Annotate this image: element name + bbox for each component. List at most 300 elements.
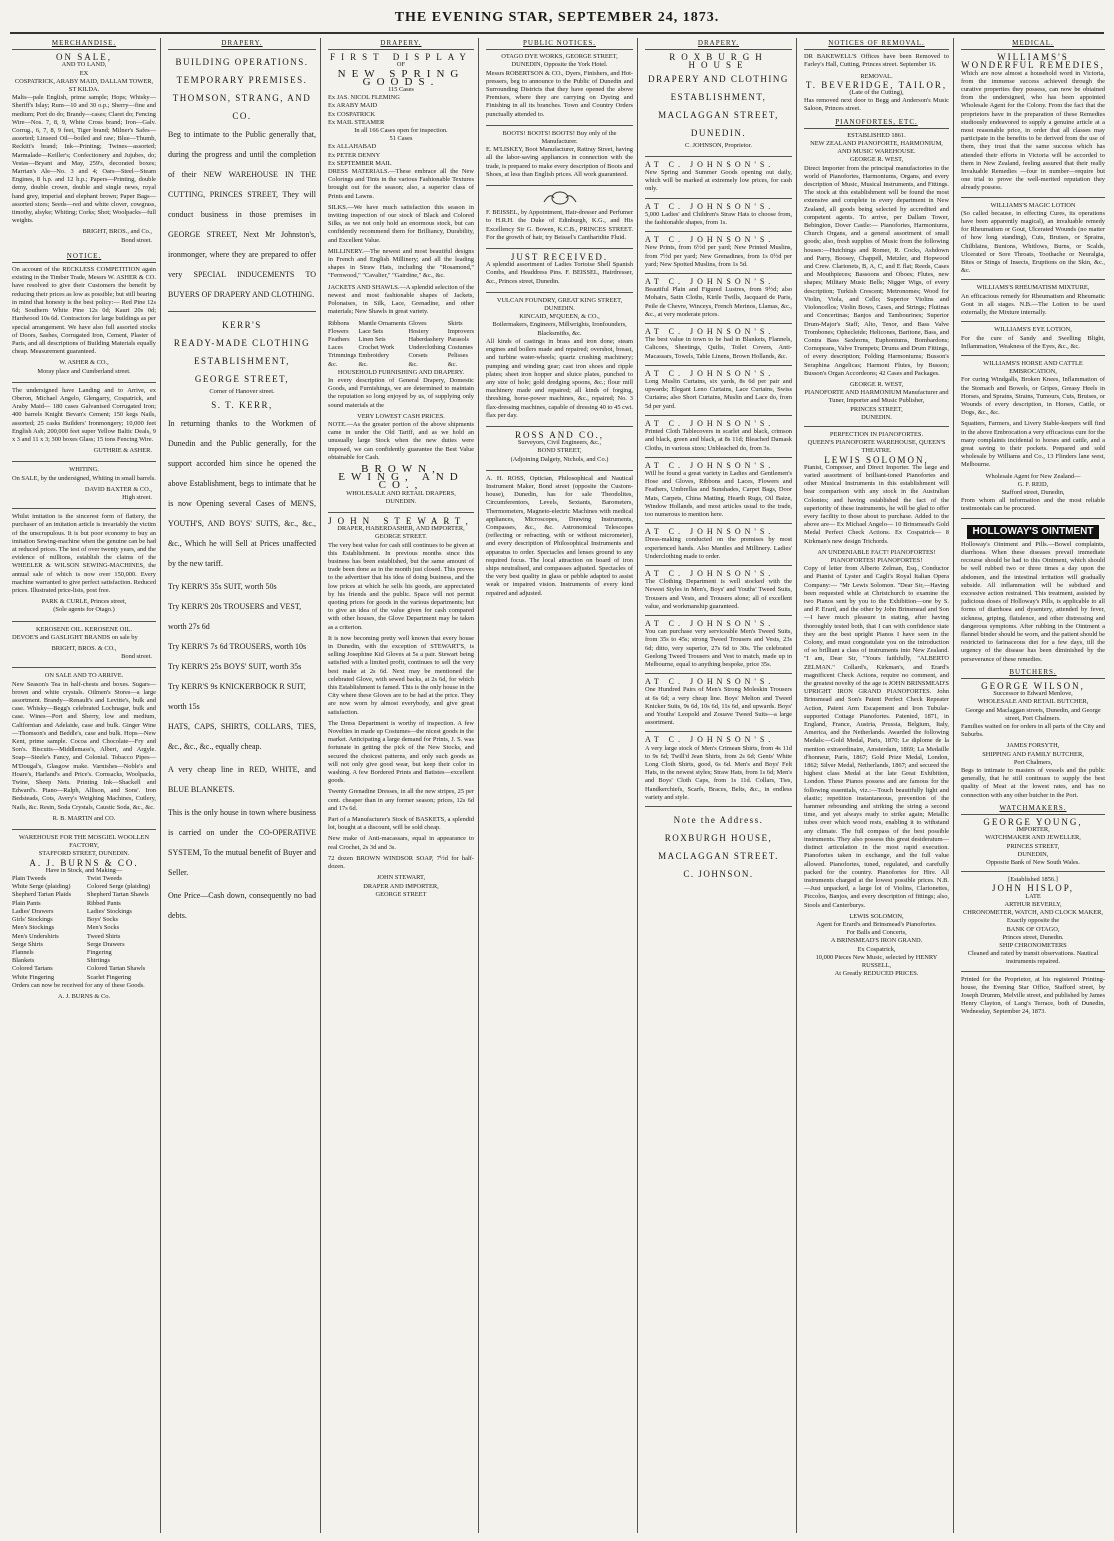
johnson-advert-head: AT C. JOHNSON'S. — [645, 277, 775, 287]
silks: SILKS.—We have much satisfaction this season in inviting inspection of our stock of Black and Colored Silks, as we not only hold an enormous stock, but can confidently recommend them for Brilliancy, Durability, and Excellent Value. — [328, 203, 474, 244]
burns-list — [12, 875, 156, 982]
whiting-advert — [12, 461, 156, 502]
hislop-head: JOHN HISLOP, — [991, 883, 1074, 894]
johnson-advert-body: Will be found a great variety in Ladies and Gentlemen's Hose and Gloves, Ribbons and Laces, Flowers and Feathers, Umbrellas and Sunshades, Carpet Bags, Door Mats, Carpets, China Matting, Hearth Rugs, Oil Baize, Window Hollands, and most articles usual to the trade, too numerous to mention here. — [645, 469, 792, 518]
list-item: Men's Undershirts — [12, 932, 59, 940]
magic-body: (So called because, in effecting Cures, its operations have been apparently magical), an invaluable remedy for Rheumatism or Gout, Ulcerated Wounds (no matter of how long standing), Cuts, Bruises, or Sprains, Chilblains, Bunions, Whitlows, Burns, or Scalds, Ulcerated or Sore Throats, Toothache or Neuralgia, Bites or Stings of Insects, Eruptions on the Skin, &c., &c. — [961, 209, 1105, 275]
williams-body: Which are now almost a household word in Victoria, from the immense success achieved through the curative properties they possess, can now be obtained from the undersigned, who has been appointed Wholesale Agent for the Colony. From the fact that the proprietors have in the preparation of these Remedies studiously endeavored to supply a genuine article at a most reasonable price, in order that all classes may participate in the benefits to be derived from the use of them, they trust that the same success which has attended their efforts in Victoria will be accorded to them in New Zealand, feeling assured that their really Invaluable Remedies —four in number—require but one trial to prove the well-merited reputation they already possess. — [961, 69, 1105, 192]
johnson-advert-body: The best value in town to be had in Blankets, Flannels, Calicoes, Sheetings, Quilts, Toilet Covers, Anti-Macassars, Towels, Table Linens, Brown Hollands, &c. — [645, 336, 792, 360]
kerr-estab: ESTABLISHMENT, — [194, 356, 290, 367]
vulcan-firm: KINCAID, M'QUEEN, & CO., — [519, 313, 600, 321]
list-item: Colored Tartan Shawls — [86, 965, 146, 973]
rheum-body: An efficacious remedy for Rheumatism and Rheumatic Gout in all stages. N.B.—The Lotion to be used externally, the Mixture internally. — [961, 292, 1105, 317]
section-header: DRAPERY. — [168, 38, 316, 50]
burns-head: A. J. BURNS & CO. — [29, 857, 139, 868]
list-item: Skirts — [447, 319, 463, 327]
ships-left — [328, 94, 474, 127]
kerr-advert — [168, 311, 316, 926]
kerr-offer: Try KERR'S 9s KNICKERBOCK R SUIT, worth 15s — [168, 682, 306, 712]
ship-item: Ex ARABY MAID — [328, 102, 378, 110]
list-item: Ladies' Drawers — [12, 907, 54, 915]
onsale-advert — [12, 53, 156, 245]
list-item: Linen Sets — [358, 335, 386, 343]
list-item: Scarlet Fingering — [86, 973, 132, 981]
list-item: White Serge (plaiding) — [12, 883, 71, 891]
building-head: BUILDING OPERATIONS. — [175, 57, 309, 68]
column-divider — [953, 38, 954, 1533]
hross-body: A. H. ROSS, Optician, Philosophical and Nautical Instrument Maker, Bond street (opposite the Custom-house), Dunedin, has for sale Theodolites, Circumferentors, Levels, Sextants, Barometers, Thermometers, Magneto-electric Machines with medical appliances, Microscopes, Drawing Instruments, Compasses, &c., &c. Astronomical Telescopes (reflecting or refracting, with or without micrometer), and every description of Philosophical Instruments and apparatus to order. Spectacles and lenses ground to any required focus. The local attraction on board of iron ships neutralised, and compasses adjusted. Spectacles of the very best quality in glass or pebble adapted to assist weak or impaired vision. Instruments of every kind repaired and adjusted. — [486, 474, 633, 597]
johnson-advert-head: AT C. JOHNSON'S. — [645, 568, 775, 578]
list-item: Tweed Shirts — [86, 932, 121, 940]
section-header: MERCHANDISE. — [12, 38, 156, 50]
boots-advert — [486, 125, 633, 179]
note: NOTE.—As the greater portion of the above shipments came in under the Old Tariff, and as we hold an unusually large Stock when the new duties were imposed, we can confidently guarantee the Best Value obtainable for Cash. — [328, 420, 474, 461]
stewart-body: The very best value for cash still continues to be given at this Establishment. In previous months since this business has been established, but the same amount of trade been done as in the month just closed. This proves to the advertiser that his idea of doing business, and the low prices at which he sells his goods, are appreciated by his friends and the public. Space will not permit quoting prices for goods in the various departments; but to give an idea of the value given for cash compared with other houses, the Glove Department may be taken as a criterion. — [328, 541, 474, 631]
squatters: Squatters, Farmers, and Livery Stable-keepers will find in the above Embrocation a very efficacious cure for the many complaints incidental to horses and cattle, and a great saving to their pockets. Prepared and sold wholesale by Williams and Co., 13 Flinders lane west, Melbourne. — [961, 420, 1105, 469]
johnson-advert-body: Printed Cloth Tablecovers in scarlet and black, crimson and black, green and black, at 8s 11d; Bleached Damask Cloths, in various sizes; Unbleached do, from 3s. — [645, 428, 792, 452]
martin-advert — [12, 667, 156, 823]
notice-body: On account of the RECKLESS COMPETITION again existing in the Timber Trade, Messrs W. ASHER & CO. have resolved to give their Customers the benefit by reducing their prices as low as possible; but still bearing in mind that honesty is the best policy:— Red Pine 12s 6d; Southern White Pine 12s 0d; Kauri 20s 0d; Hardwood 10s 6d. Contractors for large buildings as per special arrangement. We have also full assorted stocks of Doors, Sashes, Corrugated Iron, Cement, Plaster of Paris, and all descriptions of Building Materials equally cheap. Measurement guaranteed. — [12, 266, 156, 356]
young-sub: IMPORTER, — [1016, 826, 1050, 834]
stewart-head: JOHN STEWART, — [328, 515, 474, 526]
list-item: Fingering — [86, 948, 112, 956]
johnson-advert-head: AT C. JOHNSON'S. — [645, 618, 775, 628]
vulcan-sub: Boilermakers, Engineers, Millwrights, Ironfounders, Blacksmiths, &c. — [492, 321, 627, 337]
kerr-coop: This is the only house in town where business is carried on under the CO-OPERATIVE SYSTEM, To the mutual benefit of Buyer and Seller. — [168, 808, 316, 878]
column-divider — [320, 38, 321, 1533]
young-trade: WATCHMAKER AND JEWELLER, — [985, 834, 1081, 842]
column-medical — [957, 38, 1109, 1528]
jackets: JACKETS AND SHAWLS.—A splendid selection of the newest and most fashionable shapes of Jackets, Polonaises, in Silk, Lace, Grenadine, and other materials; New Shawls in great variety. — [328, 283, 474, 316]
list-item: Gloves — [408, 319, 427, 327]
hislop-street: Princes street, Dunedin. — [1002, 933, 1064, 941]
beveridge-body: Has removed next door to Begg and Anderson's Music Saloon, Princes street. — [804, 97, 949, 113]
ship-item: Ex SEPTEMBER MAIL — [328, 159, 392, 167]
johnson-advert — [645, 565, 792, 611]
stewart-soap: 72 dozen BROWN WINDSOR SOAP, 7½d for half-dozen. — [328, 854, 474, 871]
ross-sub: Surveyors, Civil Engineers, &c., — [517, 439, 602, 447]
kerr-line: A very cheap line in RED, WHITE, and BLUE BLANKETS. — [168, 765, 316, 795]
agent: Wholesale Agent for New Zealand— — [985, 472, 1081, 480]
johnson-advert — [645, 323, 792, 361]
iron-grand: A BRINSMEAD'S IRON GRAND. — [830, 937, 923, 945]
list-item: Laces — [328, 344, 343, 352]
lewis-agent: Agent for Erard's and Brinsmead's Pianofortes. — [816, 920, 937, 928]
johnson-advert-head: AT C. JOHNSON'S. — [645, 460, 775, 470]
johnson-advert-body: One Hundred Pairs of Men's Strong Moleskin Trousers at 6s 6d; a very cheap line. Boys' Melton and Tweed Knicker Suits, 9s 6d, 10s 6d, 11s 6d, and upwards. Boys' and Youths' Leopold and Zouave Tweed Suits—a large assortment. — [645, 686, 792, 727]
wilson-trade: WHOLESALE AND RETAIL BUTCHER, — [977, 698, 1089, 706]
kerr-offer: Try KERR'S 35s SUIT, worth 50s — [168, 582, 277, 592]
kerosene-head: KEROSENE OIL. KEROSENE OIL. — [35, 625, 133, 633]
list-item: Parasols — [447, 335, 470, 343]
stewart-dress: The Dress Department is worthy of inspection. A few Novelties in made up Costumes—the nicest goods in the market. Anticipating a large demand for Prints, J. S. was fortunate in getting the pick of the New Stocks, and secured the choicest patterns, and only such goods as will not only give good wear, but keep their color in washing. A few Bordered Prints and Batistes—excellent goods. — [328, 719, 474, 785]
beissel-advert — [486, 185, 633, 242]
eye-head: WILLIAMS'S EYE LOTION, — [961, 321, 1105, 334]
burns-list-left — [12, 875, 81, 982]
young-opp: Opposite Bank of New South Wales. — [986, 859, 1080, 867]
items-list — [328, 320, 356, 369]
guthrie-body: The undersigned have Landing and to Arrive, ex Oberon, Michael Angelo, Glengarry, Cospatrick, and Araby Maid— 180 cases Galvanised Corrugated Iron; 400 barrels Knight Bevan's Cement; 150 kegs Nails, assorted; 25 casks Builders' Ironmongery; 10,000 feet English Ash; 200,000 feet super Yellow Baltic Deals, 9 x 3 and 11 x 3; 300 boxes Glass; 15 tons Fencing Wire. — [12, 386, 156, 443]
column-public-notices — [482, 38, 637, 1528]
stewart-sub: DRAPER, HABERDASHER, AND IMPORTER, — [337, 525, 465, 533]
new-spring: NEW SPRING GOODS. — [337, 67, 465, 88]
forsyth-addr: Port Chalmers, — [1013, 758, 1053, 766]
perfection: PERFECTION IN PIANOFORTES. — [829, 430, 924, 438]
onsale-ex: EX — [79, 69, 89, 77]
johnson-foot: C. JOHNSON. — [683, 869, 754, 880]
otago-dye-advert — [486, 53, 633, 119]
household-body: In every description of General Drapery, Domestic Goods, and Furnishings, we are determined to maintain the reputation so long enjoyed by us, of supplying only sound materials at the — [328, 376, 474, 409]
list-item: Mantle Ornaments — [358, 319, 407, 327]
advert-address: Bond street. — [121, 236, 152, 244]
list-item: Crochet Work — [358, 344, 395, 352]
advert-signature: GEORGE STREET — [375, 890, 427, 898]
column-removals-pianofortes — [800, 38, 953, 1528]
list-item: Ribbed Pants — [86, 899, 121, 907]
vulcan-body: All kinds of castings in brass and iron done; steam engines and boilers made and repaired; overshot, breast, and turbine water-wheels; quartz crushing machinery; pumping and winding gear; cast iron shoes and ripple plates; sheet iron hopper and sluice plates, punched to any size of hole; gold dredging spoons, &c.; flour mill machinery made and repaired; all kinds of forging, threshing, horse-power machines, &c., repaired; No. 3 flax-dressing machines, capable of dressing 40 to 45 cwt. flax per day. — [486, 337, 633, 419]
column-divider — [637, 38, 638, 1533]
column-drapery-left — [164, 38, 320, 1528]
list-item: Ribbons — [328, 319, 350, 327]
johnson-advert-head: AT C. JOHNSON'S. — [645, 735, 775, 745]
mosgiel-addr: STAFFORD STREET, DUNEDIN. — [38, 850, 130, 858]
johnson-advert-body: Beautiful Plain and Figured Lustres, from 9½d; also Mohairs, Satin Cloths, Kirtle Twills, Jacquard de Paris, Peile de Chevre, Winceys, French Merinos, Llamas, &c., &c., at very moderate prices. — [645, 286, 792, 318]
johnson-advert — [645, 231, 792, 269]
list-item: Corsets — [408, 352, 428, 360]
brown-ewing-advert — [328, 53, 474, 506]
forsyth-body: Begs to intimate to masters of vessels and the public generally, that he still continues to supply the best quality of Meat at the lowest rates, and has no connection with any other butcher in the Port. — [961, 767, 1105, 799]
just-head: JUST RECEIVED. — [510, 252, 609, 263]
wilson-addr: George and Maclaggan streets, Dunedin, and George street, Port Chalmers. — [965, 706, 1101, 722]
johnson-advert — [645, 415, 792, 453]
list-item: Serge Drawers — [86, 940, 125, 948]
royal-arms-icon — [486, 190, 633, 209]
beissel-body: F. BEISSEL, by Appointment, Hair-dresser and Perfumer to H.R.H. the Duke of Edinburgh, K.G., and His Excellency Sir G. Bowen, K.C.B., PRINCES STREET. For the growth of hair, try Beissel's Cantharidite Fluid. — [486, 209, 633, 241]
just-received-advert — [486, 248, 633, 286]
reid-foot: From whom all information and the most reliable testimonials can be procured. — [961, 497, 1105, 513]
reid-addr: Stafford street, Dunedin, — [1001, 488, 1065, 496]
advert-signature: GEORGE R. WEST, — [849, 380, 904, 388]
wilson-body: Families waited on for orders in all parts of the City and Suburbs. — [961, 723, 1105, 739]
list-item: Boys' Socks — [86, 916, 119, 924]
list-item: Girls' Stockings — [12, 916, 53, 924]
stewart-grenadine: Twenty Grenadine Dresses, in all the new stripes, 25 per cent. cheaper than in any former season; prices, 12s 6d and 17s 6d. — [328, 788, 474, 812]
section-header: BUTCHERS. — [961, 667, 1105, 679]
johnson-advert-head: AT C. JOHNSON'S. — [645, 235, 775, 245]
list-item: &c. — [358, 360, 368, 368]
johnson-advert — [645, 457, 792, 519]
column-divider — [160, 38, 161, 1533]
est1856: [Established 1856.] — [961, 871, 1105, 884]
ship-item: Ex MAIL STEAMER — [328, 118, 385, 126]
roxburgh-advert — [645, 53, 792, 150]
removal-head: REMOVAL. — [860, 72, 893, 80]
magic-head: WILLIAMS'S MAGIC LOTION — [961, 197, 1105, 210]
kerr-offer: Try KERR'S 25s BOYS' SUIT, worth 35s — [168, 662, 302, 672]
list-item: &c. — [447, 360, 458, 368]
list-item: Plain Tweeds — [12, 875, 47, 883]
horse-body: For curing Windgalls, Broken Knees, Inflammation of the Stomach and Bowels, or Gripes, Greasy Heels in Horses, and Sprains, Strains, Tumours, Cuts, Bruises, or Wounds of every description, in Horses, Cattle, or Dogs, &c., &c. — [961, 376, 1105, 417]
ross-advert — [486, 426, 633, 464]
list-item: Men's Stockings — [12, 924, 55, 932]
wheeler-advert — [12, 508, 156, 614]
johnson-advert — [645, 198, 792, 228]
list-item: Lace Sets — [358, 327, 384, 335]
maclaggan-foot: MACLAGGAN STREET. — [658, 851, 779, 862]
thomson-advert — [168, 53, 316, 305]
section-header: NOTICES OF REMOVAL. — [804, 38, 949, 50]
lowest-prices: VERY LOWEST CASH PRICES. — [357, 412, 445, 420]
list-item: Colored Serge (plaiding) — [86, 883, 151, 891]
kerr-clothing: READY-MADE CLOTHING — [173, 338, 311, 349]
masthead-rule — [10, 32, 1104, 34]
advert-address: Moray place and Cumberland street. — [37, 367, 131, 375]
zelman-letter: Copy of letter from Alberto Zelman, Esq., Conductor and Pianist of Lyster and Cagli's Royal Italian Opera Company:— "Mr Lewis Solomon. "Dear Sir,—Having been requested while at Christchurch to examine the two Pianos sent by you to the Exhibition—one by S. and P. Erard, and the other by John Brinsmead and Son—I have much pleasure in stating, after having thoroughly tested both, that I can with confidence state they are the best upright Pianos I have seen in the Colony, and must congratulate you on the introduction of so brilliant a class of instruments into New Zealand. "I am, Dear Sir, "Yours faithfully, "ALBERTO ZELMAN." Collard's, Kirkman's, and Erard's magnificent Check Actions, require no comment, and the greatest novelty of the age is JOHN BRINSMEAD'S UPRIGHT IRON GRAND PIANOFORTES. John Brinsmead and Son's Patent Perfect Check Repeater Action, Patent Arm Escapement and Iron Tubular-supported Cottage Pianofortes. Patented, 1871, in England, France, Austria, Prussia, Belgium, Italy, America, and the Netherlands. Awarded the following Medals:—Gold Medal, Paris, 1870; Le diplome de la mention extraordinaire, Amsterdam, 1869; La Medaille d'honneur, Paris, 1867; Gold Prize Medal, London, 1862; Silver Medal, Netherlands, 1867; and secured the highest class Medal at the late Great Exhibition, London. These Pianos possess and are famous for the following essentials, viz.:—Touch beautifully light and elastic; repetition instantaneous, prevention of the hammer rebounding and striking the string a second time, and yet always ready to strike again; Metallic tubes over which wood rests, enabling it to withstand any climate. The full compass of the best possible instruments. They also possess this great desideratum—distinct articulation in the most rapid execution. Pianofortes taken in exchange, and the full value allowed. Pianofortes, tuned, regulated, and carefully packed for the country. Pianofortes for Hire. All instruments charged at the lowest possible prices. N.B.—Just unpacked, a large lot of Violins, Clarionettes, Piccolos, Banjos, and every description of fittings; also, Stools and Canterburys. — [804, 565, 949, 909]
advert-signature: DRAPER AND IMPORTER, — [363, 882, 439, 890]
ross-street: BOND STREET, — [537, 447, 582, 455]
young-street: PRINCES STREET, — [1006, 842, 1060, 850]
vulcan-head: VULCAN FOUNDRY, GREAT KING STREET, DUNEDIN. — [496, 296, 623, 313]
millinery: MILLINERY.—The newest and most beautiful designs in French and English Millinery; and all the leading shapes in Straw Hats, including the "Rosamond," "Fernwood," "Cavalier," "Gairdine," &c., &c. — [328, 247, 474, 280]
list-item: Trimmings — [328, 352, 357, 360]
masthead — [0, 0, 1114, 34]
list-item: Blankets — [12, 957, 35, 965]
kerr-body: In returning thanks to the Workmen of Dunedin and the Public generally, for the support accorded him since he opened the above Establishment, begs to intimate that he is now Opening several Cases of MEN'S, YOUTH'S, AND BOYS' SUITS, &c., &c., &c., Which he will Sell at Prices unaffected by the new tariff. — [168, 419, 316, 569]
hislop-bank: BANK OF OTAGO, — [1006, 925, 1060, 933]
roxburgh-prop: C. JOHNSON, Proprietor. — [685, 141, 752, 149]
section-header: NOTICE. — [12, 251, 156, 263]
beveridge-sub: (Late of the Cutting), — [849, 89, 904, 97]
of-word: OF — [396, 61, 406, 69]
burns-intro: Have in Stock, and Making— — [45, 866, 123, 874]
section-header: WATCHMAKERS. — [961, 803, 1105, 815]
hross-advert — [486, 470, 633, 598]
list-item: Plain Pants — [12, 899, 41, 907]
kerosene-advert — [12, 621, 156, 662]
burns-list-right — [87, 875, 156, 982]
johnson-advert-body: A very large stock of Men's Crimean Shirts, from 4s 11d to 9s 6d; Twill'd Jean Shirts, from 2s 6d; Gents' White Long Cloth Shirts, good, 6s 6d. Men's and Boys' Felt Hats, in the newest styles; Straw Hats, from 1s 6d; Men's and Boys' Cloth Caps, from 1s 11d. Collars, Ties, Handkerchiefs, Scarfs, Braces, Belts, &c., in endless variety and style. — [645, 744, 792, 801]
reid: G. F. REID, — [1017, 480, 1049, 488]
items-list — [448, 320, 474, 369]
list-item: Twist Tweeds — [86, 875, 122, 883]
list-item: Feathers — [328, 335, 350, 343]
west-street: PRINCES STREET, — [850, 405, 903, 413]
johnson-advert — [645, 273, 792, 319]
ship-item: Ex ALLAHABAD — [328, 143, 377, 151]
johnson-advert-head: AT C. JOHNSON'S. — [645, 201, 775, 211]
list-item: Hosiery — [408, 327, 429, 335]
first-display: FIRST DISPLAY — [330, 52, 472, 63]
thomson-head: THOMSON, STRANG, AND CO. — [172, 93, 312, 122]
list-item: Men's Socks — [86, 924, 120, 932]
vulcan-advert — [486, 292, 633, 420]
stewart-street: GEORGE STREET. — [374, 533, 428, 541]
roxburgh-head: ROXBURGH HOUSE — [669, 52, 768, 71]
thomson-body: Beg to intimate to the Public generally that, during the progress and until the completion of their NEW WAREHOUSE IN THE CUTTING, PRINCES STREET, They will conduct business in those premises in GEORGE STREET, Next Mr Johnston's, ironmonger, where they are prepared to offer very SPECIAL INDUCEMENTS TO BUYERS OF DRAPERY AND CLOTHING. — [168, 130, 316, 300]
list-item: Serge Shirts — [12, 940, 43, 948]
mliskey-body: E. M'LISKEY, Boot Manufacturer, Rattray Street, having all the labor-saving appliances in connection with the trade, is prepared to make every description of Boots and Shoes, at less than English prices. All work guaranteed. — [486, 146, 633, 178]
kerr-title: KERR'S — [222, 320, 262, 331]
johnson-advert-body: Long Muslin Curtains, six yards, 8s 6d per pair and upwards; Elegant Leno Curtains, Lace Curtains, Swiss Curtains; also Short Curtains, Muslin and Lace do, from 5d per yard. — [645, 378, 792, 410]
kerr-name: S. T. KERR, — [211, 400, 273, 411]
burns-advert — [12, 829, 156, 1001]
advert-signature: GUTHRIE & ASHER. — [93, 447, 152, 455]
west-body: Direct Importer from the principal manufactories in the world of Pianofortes, Harmoniums, Organs, and every description of Music, Musical Instruments, and Fittings. The stock at this establishment will be found the most extensive and complete in every department in New Zealand, all goods being selected by accredited and competent agents. To arrive, per Dallam Tower, Bebington, Dover Castle:— Pianofortes, Harmoniums, Church Organs, and a general assortment of small goods; also, fresh supplies of Music from the following houses:—Hutchings and Romer, R. Cocks, Ashdown and Parry, Boosey, Chappell, Metzler, and Hopwood and Crew. Clarionets, B, A, C, and E flat; Reeds, Cases and Mouthpieces; Bassoons and Oboes; Flutes, new shapes; Military Music Bells; Nigger Wigs, of every description; Turkish Crescent; Metronomes; Wood for Violin, Viola, and Cello; Superior Violins and Violoncellos; Violin Bows, Cases, and Strings; Flutinas and Concertinas; Banjos and Tambourines; Superior Drum-Major's Staff; Alto, Tenor, and Bass Valve Trombones; Ophecleide; Helicones, Baritone, Bass, and Contra Bass Saxhorns, Euphoniums, Bombardons; Cornopeans, Valve Trumpets; Drums and Drum Fittings, of every description; Folding Harmoniums; Busson's Seraphina Angelicas; Harmoni Flutes, by Busson; Busson's Organ Accordeons; 42 Cases and Packages. — [804, 164, 949, 377]
beveridge-head: T. BEVERIDGE, TAILOR, — [805, 79, 948, 90]
lewis-body: Pianist, Composer, and Direct Importer. The large and varied assortment of brilliant-toned Pianofortes and other Musical Instruments in this establishment will bear comparison with any stock in the Australian Colonies; and having established the fact of the superiority of these instruments, he will be glad to offer every facility to those about to purchase. Added to the above are— Ex Michael Angelo— 10 Brinsmead's Gold Medal Perfect Check Actions. Ex Cospatrick— 8 Kirkman's new design Trichords. — [804, 463, 949, 545]
list-item: Shepherd Tartan Shawls — [86, 891, 149, 899]
young-head: GEORGE YOUNG, — [983, 817, 1083, 828]
cases-mid: In all 166 Cases open for inspection. — [354, 127, 448, 135]
wheeler-body: Whilst imitation is the sincerest form of flattery, the purchaser of an imitation article is invariably the victim of the unscrupulous. It is but poor economy to buy an imitation Sewing-machine when the genuine can be had at reduced prices. The test of over twenty years, and the evidence of millions, establish the claims of the WHEELER & WILSON SEWING-MACHINES, the annual sale of which is now over 150,000. Every machine warranted to give perfect satisfaction. Reduced prices. Illustrated price-lists, post free. — [12, 513, 156, 594]
imprint: Printed for the Proprietor, at his registered Printing-house, the Evening Star Office, Stafford street, by Joseph Drumm, Melville street, and published by James Henry Clayton, of Lang's Terrace, both of Dunedin, Wednesday, September 24, 1873. — [961, 971, 1105, 1017]
hislop-beverly: ARTHUR BEVERLY, — [1004, 900, 1062, 908]
list-item: &c. — [328, 360, 338, 368]
kerr-cash: One Price—Cash down, consequently no bad debts. — [168, 891, 316, 921]
johnson-advert-body: 5,000 Ladies' and Children's Straw Hats to choose from, the fashionable shapes, from 1s. — [645, 210, 792, 227]
west-name: GEORGE R. WEST, — [849, 156, 904, 164]
roxburgh-foot — [645, 806, 792, 883]
horse-head: WILLIAMS'S HORSE AND CATTLE EMBROCATION, — [961, 355, 1105, 376]
forsyth: JAMES FORSYTH, — [1006, 742, 1060, 750]
williams-head: WILLIAMS'S WONDERFUL REMEDIES, — [961, 52, 1105, 71]
list-item: Shepherd Tartan Plaids — [12, 891, 72, 899]
martin-head: ON SALE AND TO ARRIVE. — [44, 672, 124, 680]
advert-signature: LEWIS SOLOMON, — [849, 912, 904, 920]
johnson-advert — [645, 673, 792, 727]
johnson-advert — [645, 731, 792, 802]
johnson-advert-body: The Clothing Department is well stocked with the Newest Styles in Men's, Boys' and Youths' Tweed Suits, Trousers and Vests, and Trousers alone; all of excellent value, and workmanship guaranteed. — [645, 578, 792, 610]
advert-signature: A. J. BURNS & Co. — [57, 992, 111, 1000]
stewart-baskets: Part of a Manufacturer's Stock of BASKETS, a splendid lot, bought at a discount, will be sold cheap. — [328, 816, 474, 832]
forsyth-sub: SHIPPING AND FAMILY BUTCHER, — [982, 750, 1084, 758]
otago-head: OTAGO DYE WORKS, GEORGE STREET, DUNEDIN, Opposite the York Hotel. — [501, 53, 618, 69]
johnson-advert — [645, 523, 792, 561]
list-item: Flowers — [328, 327, 349, 335]
johnson-advert-body: New Prints, from 6½d per yard; New Printed Muslins, from 7½d per yard; New Grenadines, from 1s 0½d per yard; New Spotted Muslins, from 1s 5d. — [645, 244, 792, 268]
brown-ewing-head: BROWN, EWING, AND CO., — [338, 462, 464, 492]
section-header: DRAPERY. — [645, 38, 792, 50]
wilson-sub: Successor to Edward Menlove, — [993, 690, 1073, 698]
roxburgh-sub: DRAPERY AND CLOTHING ESTABLISHMENT, — [648, 73, 789, 102]
advert-signature: JOHN STEWART, — [376, 874, 426, 882]
cases-left-head: 115 Cases — [388, 86, 414, 94]
mosgiel-head: WAREHOUSE FOR THE MOSGIEL WOOLLEN FACTORY, — [18, 834, 150, 850]
list-item: Underclothing — [408, 344, 446, 352]
reduced-prices: At Greatly REDUCED PRICES. — [834, 970, 919, 978]
boots-head: BOOTS! BOOTS! BOOTS! Buy only of the Manufacturer. — [502, 129, 617, 146]
devoe-body: DEVOE'S and GASLIGHT BRANDS on sale by — [12, 633, 138, 641]
undeniable: AN UNDENIABLE FACT! PIANOFORTES! PIANOFORTES! PIANOFORTES! — [817, 548, 936, 564]
johnson-advert-head: AT C. JOHNSON'S. — [645, 327, 775, 337]
list-item: Embroidery — [358, 352, 389, 360]
ross-head: ROSS AND CO., — [514, 429, 605, 440]
list-item: Colored Tartans — [12, 965, 53, 973]
otago-body: Messrs ROBERTSON & CO., Dyers, Finishers, and Hot-pressers, beg to announce to the Public of Dunedin and Surrounding Districts that they have opened the above Premises, where they are carrying on Dyeing and Finishing in all its branches. Town and Country Orders punctually attended to. — [486, 69, 633, 118]
roxburgh-street: MACLAGGAN STREET, — [658, 109, 779, 120]
kerr-offer: Try KERR'S 7s 6d TROUSERS, worth 10s — [168, 642, 307, 652]
dress-materials: DRESS MATERIALS.—These embrace all the New Colorings and Tints in the various Fashionable Textures brought out for the season; also, a superior class of Prints and Lawns. — [328, 168, 474, 200]
johnson-adverts — [645, 156, 792, 802]
johnson-advert-head: AT C. JOHNSON'S. — [645, 677, 775, 687]
hislop-opp: Exactly opposite the — [1006, 917, 1060, 925]
list-item: Pelisses — [447, 352, 468, 360]
eye-body: For the cure of Sandy and Swelling Blight, Inflammation, Weakness of the Eyes, &c., &c. — [961, 334, 1105, 350]
items-list — [358, 320, 406, 369]
ship-item: Ex COSPATRICK — [328, 110, 376, 118]
whiting-head: WHITING. — [69, 466, 99, 474]
roxburgh-foot-name: ROXBURGH HOUSE, — [664, 833, 773, 844]
section-header: DRAPERY. — [328, 38, 474, 50]
established: ESTABLISHED 1861. — [847, 131, 906, 139]
johnson-advert-head: AT C. JOHNSON'S. — [645, 368, 775, 378]
kerr-street: GEORGE STREET, — [194, 374, 290, 385]
note-address: Note the Address. — [673, 815, 764, 826]
johnson-advert-body: New Spring and Summer Goods opening out daily, which will be marked at extremely low prices, for cash only. — [645, 169, 792, 193]
holloway-advert — [961, 518, 1105, 541]
advert-signature: BRIGHT, BROS., and Co., — [82, 228, 152, 236]
balls: For Balls and Concerts, — [846, 929, 907, 937]
asher-advert — [12, 266, 156, 376]
stewart-anti: New make of Anti-macassars, equal in appearance to real Crochet, 2s 3d and 3s. — [328, 835, 474, 851]
brown-ewing-sub: WHOLESALE AND RETAIL DRAPERS, — [346, 489, 456, 497]
advert-signature: R. B. MARTIN and CO. — [52, 814, 116, 822]
solomon-advert — [804, 426, 949, 978]
burns-foot: Orders can now be received for any of these Goods. — [12, 981, 145, 989]
kerr-offers — [168, 577, 316, 717]
household-head: HOUSEHOLD FURNISHING AND DRAPERY. — [337, 368, 465, 376]
onsale-sub: AND TO LAND, — [61, 61, 107, 69]
section-header: MEDICAL. — [961, 38, 1105, 50]
ship-item: Ex JAS. NICOL FLEMING — [328, 94, 400, 102]
johnson-advert — [645, 156, 792, 194]
onsale-goods: Malts—pale English, prime sample; Hops; Whisky—Sheriff's Islay; Rum—10 and 30 o.p.; Sherry—fine and medium; Port do do; Brandy—cases; Claret do; Fencing Wire—Nos. 7, 8, 9, White Cross brand; Iron—Galv. Corrug., 6, 7, 8, 9 feet, Tiger brand; Milner's Safes—assorted; Linseed Oil—boiled and raw; Blue—Thumb, Reckitt's brand; Ink—Printing; Twines—assorted; Marmalade—Keiller's; Confectionery and Jujubes, do; Vestas—Bryant and May, 259's, decorated boxes; Marrian's Ale—No. 3 and 4; Oars—Steel—Steam Engines, 8 h.p. and 12 h.p.; Papers—Printing, double demy, double crown, double and single news, royal hand grey, imperial and elephant brown; Paper Bags—assorted sizes; Seeds—red and white clover, cowgrass, timothy, alsyke; Whiting; Corks; Shot; Woolpacks—full weights. — [12, 94, 156, 225]
johnson-advert-head: AT C. JOHNSON'S. — [645, 159, 775, 169]
holloway-banner: HOLLOWAY'S OINTMENT — [967, 525, 1100, 539]
advert-signature: DAVID BAXTER & CO., — [84, 485, 152, 493]
stewart-advert — [328, 512, 474, 899]
masthead-title: THE EVENING STAR, SEPTEMBER 24, 1873. — [394, 10, 720, 25]
queens: QUEEN'S PIANOFORTE WAREHOUSE, QUEEN'S THEATRE. — [807, 439, 946, 455]
kerr-hats: HATS, CAPS, SHIRTS, COLLARS, TIES, &c., &c., &c., equally cheap. — [168, 722, 316, 752]
column-divider — [796, 38, 797, 1533]
list-item: Flannels — [12, 948, 34, 956]
guthrie-advert — [12, 382, 156, 456]
johnson-advert-head: AT C. JOHNSON'S. — [645, 418, 775, 428]
martin-body: New Season's Tea in half-chests and boxes. Sugars—brown and white crystals. Oilmen's Stores—a large assortment. Brandy—Renault's and Levitte's, bulk and case. Whisky—Begg's celebrated Lochnagar, bulk and case. Wines—Port and Sherry, low and medium, Californian and Adelaide, case and bulk. Ginger Wine—Thomson's and Beddle's, case and bulk. Hops—New Kent, prime sample. Cocoa and Chocolate—Fry and Son's. Biscuits—Middlemass's, Albert, and Argyle. Soap—Steele's Fancy, and Colonial. Tobacco Pipes—M'Dougal's, Glasgow make. Varnishes—Noble's and Hoare's, Harland's and Price's. Cornsacks, Woolpacks, Twine, Sheep Nets. Printing Ink—Shackell and Edward's. Piano—Ralph, Allison, and Sons'. Iron Bedsteads, Cots, Avery's Weighing Machines, Cutlery, Nails, &c. Resin, Soda Crystals, Caustic Soda, &c., &c. — [12, 680, 156, 811]
cases-right-head: 51 Cases — [389, 135, 413, 143]
list-item: Haberdashery — [408, 335, 444, 343]
holloway-body: Holloway's Ointment and Pills.—Bowel complaints, diarrhoea. When these diseases prevail immediate recourse should be had to this Ointment, which should be well rubbed two or three times a day upon the abdomen, and the intestinal irritation will gradually subside. All inflammation will be subdued and excessive action restrained. This treatment, assisted by judicious doses of Holloway's Pills, is applicable to all forms of diarrhoea and dysentery, attended by fever, sickness, griping, flatulence, and other distressing and dangerous symptoms. After rubbing in the Ointment a flannel binder should be worn, and the patient should be restricted to farinaceous diet for a few days, till the urgency of the disease has been diminished by the perseverance of these remedies. — [961, 540, 1105, 663]
advert-address: (Sole agents for Otago.) — [53, 606, 115, 614]
list-item: Improvers — [447, 327, 474, 335]
west-city: DUNEDIN. — [861, 413, 892, 421]
ross-addr: (Adjoining Dalgety, Nichols, and Co.) — [510, 455, 609, 463]
young-city: DUNEDIN, — [1017, 850, 1049, 858]
section-header: PIANOFORTES, ETC. — [804, 117, 949, 129]
items-grid — [328, 320, 474, 369]
advert-signature: W. ASHER & CO., — [59, 359, 109, 367]
column-merchandise — [8, 38, 160, 1528]
column-drapery-centre — [324, 38, 478, 1528]
kerr-corner: Corner of Hanover street. — [209, 388, 275, 396]
west-sig2: PIANOFORTE AND HARMONIUM Manufacturer and Tuner, Importer and Music Publisher, — [804, 389, 949, 405]
onsale-ships: COSPATRICK, ARABY MAID, DALLAM TOWER, ST KILDA. — [14, 77, 154, 94]
section-header: PUBLIC NOTICES. — [486, 38, 633, 50]
stewart-gloves: It is now becoming pretty well known that every house in Dunedin, with the exception of STEWART'S, is selling Josephine Kid Gloves at 5s a pair. Stewart being satisfied with a limited profit, continues to sell the very best make at 2s 6d. Next may be mentioned the celebrated Glove, with sewed backs, at 2s 6d, for which this Establishment is famed. This is the only house in the City where these Gloves are to be had at the price. They are now worn by almost everybody, and give great satisfaction. — [328, 634, 474, 716]
kerr-offer: Try KERR'S 20s TROUSERS and VEST, worth 27s 6d — [168, 602, 302, 632]
ship-body: Cleaned and rated by transit observations. Nautical instruments repaired. — [967, 950, 1099, 966]
